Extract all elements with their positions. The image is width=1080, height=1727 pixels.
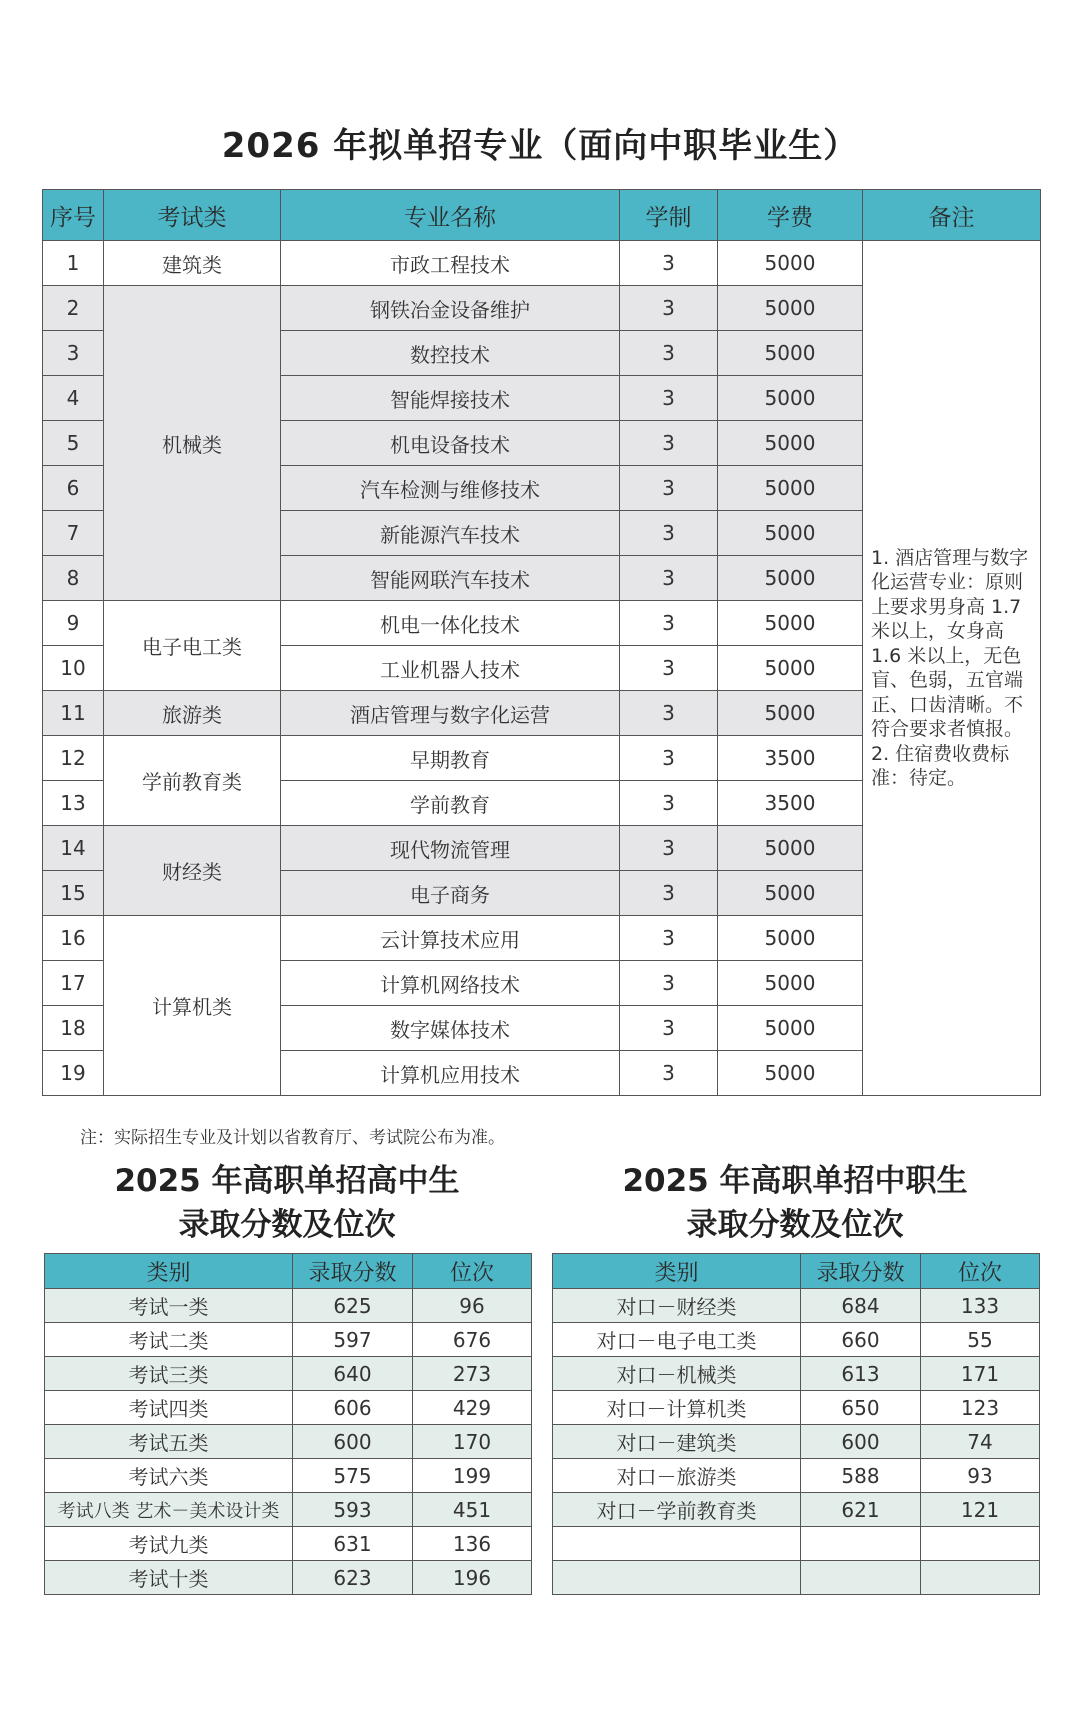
cell-score: 621 [801,1493,921,1527]
row-no: 6 [43,466,104,511]
row-category: 计算机类 [104,916,281,1096]
row-no: 18 [43,1006,104,1051]
row-years: 3 [620,286,718,331]
cell-category: 考试八类 艺术－美术设计类 [45,1493,293,1527]
row-fee: 5000 [718,961,863,1006]
cell-rank [921,1527,1040,1561]
row-major: 汽车检测与维修技术 [281,466,620,511]
row-fee: 5000 [718,556,863,601]
row-major: 市政工程技术 [281,241,620,286]
header-no: 序号 [43,190,104,241]
header-rank: 位次 [413,1254,532,1289]
table-header-row [43,190,1041,241]
table-row [45,1527,532,1561]
row-major: 云计算技术应用 [281,916,620,961]
cell-score: 650 [801,1391,921,1425]
cell-rank: 55 [921,1323,1040,1357]
row-fee: 5000 [718,826,863,871]
row-no: 9 [43,601,104,646]
header-rank: 位次 [921,1254,1040,1289]
left-title-line1: 2025 年高职单招高中生 [114,1163,460,1199]
row-no: 13 [43,781,104,826]
cell-rank: 96 [413,1289,532,1323]
highschool-score-table [44,1253,532,1595]
row-fee: 5000 [718,601,863,646]
row-years: 3 [620,961,718,1006]
right-section-title [560,1159,1030,1247]
cell-score: 640 [293,1357,413,1391]
remark-cell: 1. 酒店管理与数字化运营专业：原则上要求男身高 1.7 米以上，女身高 1.6 米以上，无色盲、色弱，五官端正、口齿清晰。不符合要求者慎报。2. 住宿费收费标准：待定。 [863,241,1041,1096]
row-major: 机电一体化技术 [281,601,620,646]
row-years: 3 [620,466,718,511]
cell-rank: 123 [921,1391,1040,1425]
row-category: 机械类 [104,286,281,601]
row-fee: 5000 [718,691,863,736]
right-title-line2: 录取分数及位次 [686,1207,904,1243]
cell-category: 考试三类 [45,1357,293,1391]
row-major: 数控技术 [281,331,620,376]
cell-score: 606 [293,1391,413,1425]
table-row [45,1425,532,1459]
row-years: 3 [620,826,718,871]
cell-score: 600 [293,1425,413,1459]
row-major: 电子商务 [281,871,620,916]
cell-category: 对口－财经类 [553,1289,801,1323]
row-no: 5 [43,421,104,466]
table-row [45,1323,532,1357]
table-row [43,241,1041,286]
cell-category: 考试二类 [45,1323,293,1357]
row-category: 旅游类 [104,691,281,736]
row-major: 计算机网络技术 [281,961,620,1006]
table-header-row [45,1254,532,1289]
row-no: 15 [43,871,104,916]
row-years: 3 [620,1006,718,1051]
header-score: 录取分数 [801,1254,921,1289]
row-major: 数字媒体技术 [281,1006,620,1051]
left-title-line2: 录取分数及位次 [178,1207,396,1243]
row-category: 电子电工类 [104,601,281,691]
row-years: 3 [620,781,718,826]
cell-score [801,1561,921,1595]
footnote: 注：实际招生专业及计划以省教育厅、考试院公布为准。 [80,1128,505,1148]
row-no: 19 [43,1051,104,1096]
row-major: 现代物流管理 [281,826,620,871]
row-years: 3 [620,916,718,961]
table-row [553,1289,1040,1323]
row-no: 16 [43,916,104,961]
row-no: 17 [43,961,104,1006]
cell-score: 600 [801,1425,921,1459]
cell-category: 考试十类 [45,1561,293,1595]
row-fee: 5000 [718,871,863,916]
table-row [45,1561,532,1595]
cell-score: 631 [293,1527,413,1561]
cell-rank: 136 [413,1527,532,1561]
table-row [45,1459,532,1493]
header-category: 考试类 [104,190,281,241]
cell-category: 对口－建筑类 [553,1425,801,1459]
row-years: 3 [620,511,718,556]
row-years: 3 [620,736,718,781]
row-no: 14 [43,826,104,871]
row-fee: 5000 [718,1006,863,1051]
row-fee: 5000 [718,331,863,376]
row-major: 新能源汽车技术 [281,511,620,556]
cell-rank: 199 [413,1459,532,1493]
row-fee: 5000 [718,421,863,466]
right-title-line1: 2025 年高职单招中职生 [622,1163,968,1199]
row-category: 财经类 [104,826,281,916]
header-fee: 学费 [718,190,863,241]
row-years: 3 [620,421,718,466]
row-major: 智能网联汽车技术 [281,556,620,601]
cell-category: 考试五类 [45,1425,293,1459]
row-years: 3 [620,376,718,421]
cell-score: 613 [801,1357,921,1391]
row-no: 3 [43,331,104,376]
row-years: 3 [620,241,718,286]
cell-category: 考试四类 [45,1391,293,1425]
cell-category: 对口－旅游类 [553,1459,801,1493]
row-category: 学前教育类 [104,736,281,826]
cell-score: 575 [293,1459,413,1493]
row-no: 4 [43,376,104,421]
row-no: 10 [43,646,104,691]
cell-rank: 196 [413,1561,532,1595]
vocational-score-table [552,1253,1040,1595]
header-major: 专业名称 [281,190,620,241]
row-major: 机电设备技术 [281,421,620,466]
cell-rank: 93 [921,1459,1040,1493]
cell-score: 588 [801,1459,921,1493]
table-row [553,1323,1040,1357]
row-major: 早期教育 [281,736,620,781]
cell-category: 对口－机械类 [553,1357,801,1391]
table-row [553,1527,1040,1561]
row-years: 3 [620,646,718,691]
row-no: 2 [43,286,104,331]
row-category: 建筑类 [104,241,281,286]
row-fee: 3500 [718,736,863,781]
cell-category: 对口－电子电工类 [553,1323,801,1357]
row-fee: 5000 [718,286,863,331]
cell-category: 考试六类 [45,1459,293,1493]
row-no: 11 [43,691,104,736]
cell-rank: 170 [413,1425,532,1459]
major-table [42,189,1041,1096]
cell-category: 对口－计算机类 [553,1391,801,1425]
cell-rank [921,1561,1040,1595]
left-section-title [52,1159,522,1247]
table-row [553,1561,1040,1595]
page-title: 2026 年拟单招专业（面向中职毕业生） [221,126,859,166]
table-row [45,1357,532,1391]
row-no: 1 [43,241,104,286]
header-category: 类别 [553,1254,801,1289]
cell-score: 593 [293,1493,413,1527]
table-row [553,1493,1040,1527]
header-years: 学制 [620,190,718,241]
table-row [45,1289,532,1323]
header-score: 录取分数 [293,1254,413,1289]
row-fee: 5000 [718,376,863,421]
row-major: 钢铁冶金设备维护 [281,286,620,331]
row-fee: 5000 [718,511,863,556]
cell-rank: 451 [413,1493,532,1527]
row-no: 12 [43,736,104,781]
row-fee: 5000 [718,241,863,286]
table-row [553,1357,1040,1391]
row-fee: 5000 [718,646,863,691]
cell-category: 考试九类 [45,1527,293,1561]
cell-score [801,1527,921,1561]
cell-score: 623 [293,1561,413,1595]
table-row [45,1391,532,1425]
row-major: 智能焊接技术 [281,376,620,421]
cell-category [553,1527,801,1561]
cell-score: 660 [801,1323,921,1357]
row-fee: 5000 [718,1051,863,1096]
cell-score: 597 [293,1323,413,1357]
cell-rank: 133 [921,1289,1040,1323]
cell-rank: 171 [921,1357,1040,1391]
row-years: 3 [620,871,718,916]
row-major: 酒店管理与数字化运营 [281,691,620,736]
row-major: 工业机器人技术 [281,646,620,691]
row-no: 7 [43,511,104,556]
table-row [553,1425,1040,1459]
table-row [553,1459,1040,1493]
row-years: 3 [620,556,718,601]
cell-category: 对口－学前教育类 [553,1493,801,1527]
row-fee: 5000 [718,466,863,511]
cell-category: 考试一类 [45,1289,293,1323]
row-years: 3 [620,691,718,736]
row-no: 8 [43,556,104,601]
cell-category [553,1561,801,1595]
header-category: 类别 [45,1254,293,1289]
header-remark: 备注 [863,190,1041,241]
cell-score: 625 [293,1289,413,1323]
cell-rank: 676 [413,1323,532,1357]
table-row [553,1391,1040,1425]
row-fee: 5000 [718,916,863,961]
row-major: 学前教育 [281,781,620,826]
row-major: 计算机应用技术 [281,1051,620,1096]
cell-rank: 121 [921,1493,1040,1527]
cell-score: 684 [801,1289,921,1323]
row-years: 3 [620,331,718,376]
row-fee: 3500 [718,781,863,826]
cell-rank: 273 [413,1357,532,1391]
table-header-row [553,1254,1040,1289]
row-years: 3 [620,1051,718,1096]
table-row [45,1493,532,1527]
cell-rank: 429 [413,1391,532,1425]
cell-rank: 74 [921,1425,1040,1459]
row-years: 3 [620,601,718,646]
